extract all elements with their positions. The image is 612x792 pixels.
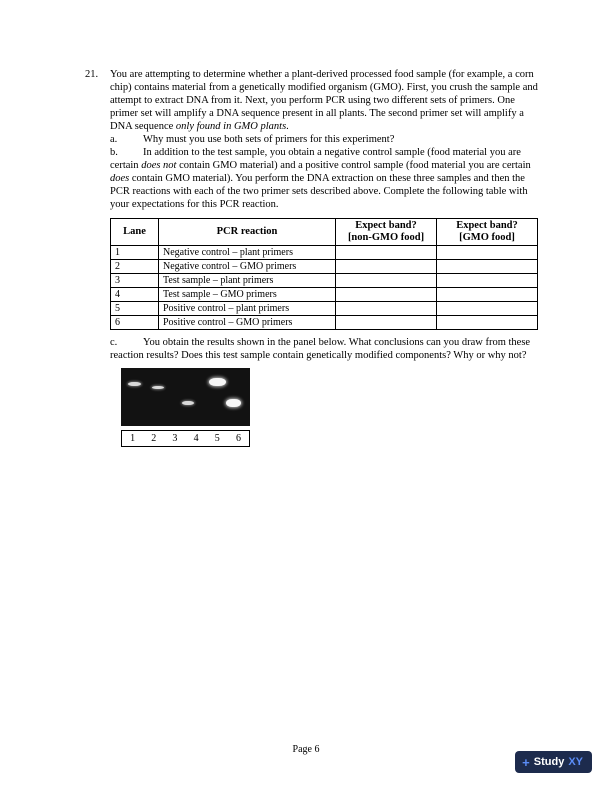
intro-text: You are attempting to determine whether a plant-derived processed food sample (for example, a corn chip) contains material from a genetically modified organism (GMO). First, you crush the sample and attempt to extract DNA from it. Next, you perform PCR using two different sets of primers. One primer set will amplify a DNA sequence present in all plants. The second primer set will amplify a DNA sequence <box>110 69 538 132</box>
header-lane: Lane <box>111 219 159 246</box>
reaction-cell: Positive control – GMO primers <box>159 316 336 330</box>
non-gmo-answer-cell <box>336 316 437 330</box>
table-header-row <box>111 219 538 246</box>
gel-band-lane-5 <box>209 378 226 386</box>
lane-cell: 6 <box>111 316 159 330</box>
table-row <box>111 302 538 316</box>
brand-name-xy: XY <box>568 756 583 768</box>
table-row <box>111 316 538 330</box>
gel-band-lane-2 <box>152 386 164 389</box>
lane-label: 6 <box>235 433 241 444</box>
lane-cell: 1 <box>111 246 159 260</box>
table-row <box>111 288 538 302</box>
non-gmo-answer-cell <box>336 302 437 316</box>
lane-label: 3 <box>172 433 178 444</box>
question-block <box>85 68 541 447</box>
gel-image <box>121 368 250 426</box>
subitem-a-text: Why must you use both sets of primers for this experiment? <box>143 134 395 145</box>
subitem-b-text-3: contain GMO material). You perform the DNA extraction on these three samples and then the PCR reactions with each of the two primer sets described above. Complete the following table with your expectations for this PCR reaction. <box>110 173 528 210</box>
header-expect-band-gmo <box>437 219 538 246</box>
studyxy-logo[interactable] <box>515 751 592 773</box>
gel-results-figure <box>121 368 250 447</box>
reaction-cell: Test sample – GMO primers <box>159 288 336 302</box>
question-21 <box>85 68 541 133</box>
lane-label: 2 <box>151 433 157 444</box>
subitem-b-italic-1: does not <box>141 160 177 171</box>
subitem-c-text: You obtain the results shown in the panel below. What conclusions can you draw from these reaction results? Does this test sample contain genetically modified components? Why or why not? <box>110 337 531 361</box>
plus-icon: + <box>522 754 530 770</box>
reaction-cell: Positive control – plant primers <box>159 302 336 316</box>
header-expect-band-non-gmo <box>336 219 437 246</box>
pcr-table-body <box>111 246 538 330</box>
reaction-cell: Negative control – plant primers <box>159 246 336 260</box>
table-row <box>111 260 538 274</box>
header-pcr-reaction: PCR reaction <box>159 219 336 246</box>
header-line: [non-GMO food] <box>347 232 425 243</box>
subitem-b <box>110 146 541 211</box>
lane-label: 5 <box>214 433 220 444</box>
gel-band-lane-1 <box>128 382 141 386</box>
header-line: Expect band? <box>355 220 417 231</box>
lane-label: 4 <box>193 433 199 444</box>
lane-cell: 4 <box>111 288 159 302</box>
header-line: Expect band? <box>456 220 518 231</box>
non-gmo-answer-cell <box>336 288 437 302</box>
subitem-b-label: b. <box>110 147 118 158</box>
gmo-answer-cell <box>437 302 538 316</box>
page-number: Page 6 <box>292 744 320 755</box>
pcr-expectation-table <box>110 218 538 330</box>
subitem-b-text-2: contain GMO material) and a positive control sample (food material you are certain <box>176 160 531 171</box>
table-row <box>111 246 538 260</box>
lane-label: 1 <box>130 433 136 444</box>
reaction-cell: Test sample – plant primers <box>159 274 336 288</box>
question-intro-paragraph <box>110 68 541 133</box>
brand-name-study: Study <box>533 756 565 768</box>
lane-cell: 5 <box>111 302 159 316</box>
gmo-answer-cell <box>437 260 538 274</box>
intro-text-end: . <box>286 121 289 132</box>
non-gmo-answer-cell <box>336 246 437 260</box>
non-gmo-answer-cell <box>336 274 437 288</box>
subitem-b-text-1: In addition to the test sample, you obtain a negative control sample (food material you are certain <box>110 147 521 171</box>
lane-cell: 3 <box>111 274 159 288</box>
gel-band-lane-4 <box>182 401 194 405</box>
gmo-answer-cell <box>437 288 538 302</box>
gel-lane-labels <box>121 430 250 447</box>
subitem-a-label: a. <box>110 134 118 145</box>
subitem-c <box>110 336 541 362</box>
subitem-c-label: c. <box>110 337 118 348</box>
question-number: 21. <box>85 69 99 80</box>
lane-cell: 2 <box>111 260 159 274</box>
gmo-answer-cell <box>437 246 538 260</box>
non-gmo-answer-cell <box>336 260 437 274</box>
gmo-answer-cell <box>437 274 538 288</box>
gel-band-lane-6 <box>226 399 241 407</box>
table-row <box>111 274 538 288</box>
subitem-a <box>110 133 541 146</box>
reaction-cell: Negative control – GMO primers <box>159 260 336 274</box>
subitem-b-italic-2: does <box>110 173 130 184</box>
intro-text-italic: only found in GMO plants <box>175 121 287 132</box>
header-line: [GMO food] <box>459 232 515 243</box>
gmo-answer-cell <box>437 316 538 330</box>
